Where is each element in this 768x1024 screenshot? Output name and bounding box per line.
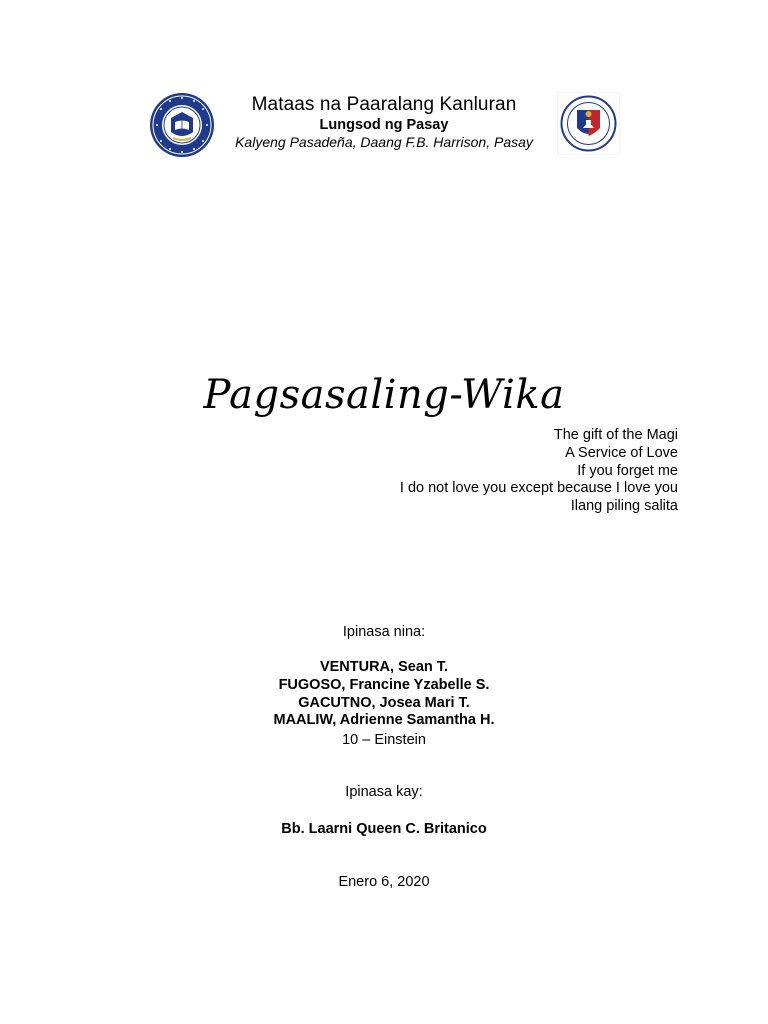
teacher-name: Bb. Laarni Queen C. Britanico [281,821,487,837]
work-title: I do not love you except because I love you [399,480,678,497]
author-name: VENTURA, Sean T. [319,659,449,675]
school-name: Mataas na Paaralang Kanluran [251,94,517,115]
deped-seal-logo [557,92,620,155]
work-title: If you forget me [577,462,678,479]
author-name: FUGOSO, Francine Yzabelle S. [278,676,490,693]
submitted-to-label: Ipinasa kay: [345,784,423,800]
translated-works-list [258,427,678,516]
section-label: 10 – Einstein [342,732,426,748]
authors-list [0,659,768,730]
submitted-by-label: Ipinasa nina: [342,624,426,640]
author-name: GACUTNO, Josea Mari T. [298,694,470,711]
work-title: A Service of Love [565,444,678,461]
document-title: Pagsasaling-Wika [203,372,565,418]
submission-date: Enero 6, 2020 [338,874,430,890]
school-city: Lungsod ng Pasay [319,117,449,133]
school-address: Kalyeng Pasadeña, Daang F.B. Harrison, Pasay [235,134,533,150]
author-name: MAALIW, Adrienne Samantha H. [273,712,495,729]
work-title: The gift of the Magi [553,427,678,443]
work-title: Ilang piling salita [570,498,678,515]
